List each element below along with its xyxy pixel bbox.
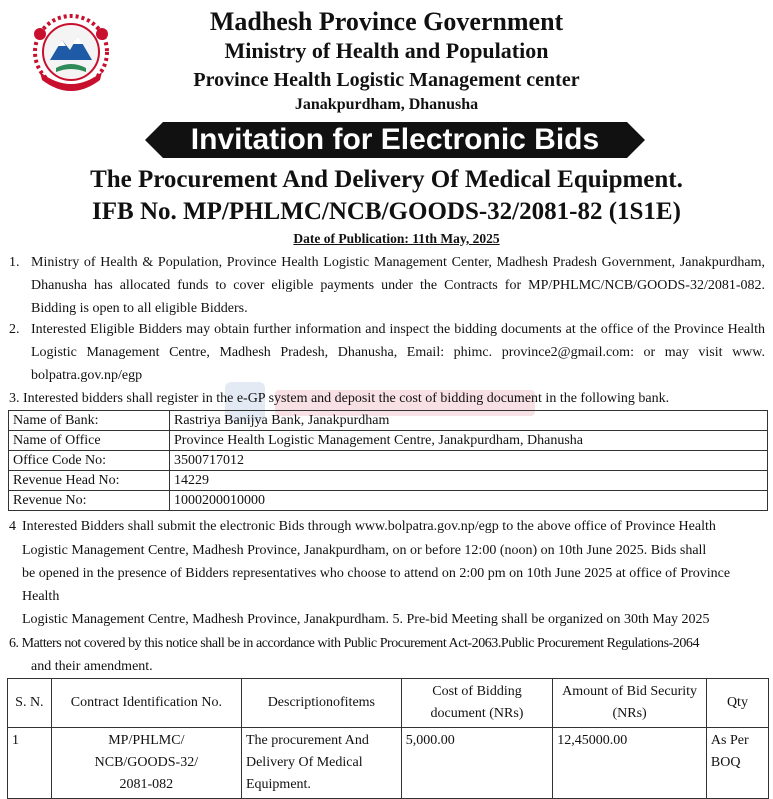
para-4-line-1: Interested Bidders shall submit the electronic Bids through www.bolpatra.gov.np/egp to the above office of Province Health [22,519,716,534]
office-label: Name of Office [9,431,170,451]
header-qty: Qty [706,679,768,728]
header-contract-id: Contract Identification No. [51,679,241,728]
cell-sn: 1 [8,728,52,799]
revenue-head-value: 14229 [170,471,768,491]
para-2: Interested Eligible Bidders may obtain further information and inspect the bidding documents at the office of the Province Health Logistic Management Centre, Madhesh Pradesh, Dhanusha, Email: phimc. province2@gmail.com: or may visit www. bolpatra.gov.np/egp [31,322,765,383]
qty-line-1: As Per [710,733,749,748]
description-line-3: Equipment. [245,777,311,792]
revenue-no-label: Revenue No: [9,491,170,511]
office-code-label: Office Code No: [9,451,170,471]
table-row [9,431,768,451]
table-row [9,451,768,471]
para-1: Ministry of Health & Population, Province Health Logistic Management Center, Madhesh Pradesh Government, Janakpurdham, Dhanusha has allocated funds to cover eligible payments under the Contracts for MP/PHLMC/NCB/GOODS-32/2081-082. Bidding is open to all eligible Bidders. [31,255,765,316]
invitation-banner [145,122,645,158]
para-4-line-5: Logistic Management Centre, Madhesh Province, Janakpurdham. 5. Pre-bid Meeting shall be organized on 30th May 2025 [22,612,710,627]
table-row [8,728,769,799]
bank-label: Name of Bank: [9,411,170,431]
contract-id-line-2: NCB/GOODS-32/ [94,755,199,770]
qty-line-2: BOQ [710,755,741,770]
ifb-number: IFB No. MP/PHLMC/NCB/GOODS-32/2081-82 (1S1E) [92,198,681,225]
cell-description [241,728,401,799]
cell-cost: 5,000.00 [401,728,553,799]
para-4-line-2: Logistic Management Centre, Madhesh Province, Janakpurdham, on or before 12:00 (noon) on 10th June 2025. Bids shall [22,543,707,558]
para-3: 3. Interested bidders shall register in the e-GP system and deposit the cost of bidding document in the following bank. [9,391,670,406]
table-header-row [8,679,769,728]
table-row [9,491,768,511]
cell-security: 12,45000.00 [553,728,707,799]
notice-title: The Procurement And Delivery Of Medical Equipment. [90,166,683,193]
cell-contract-id [51,728,241,799]
contract-id-line-3: 2081-082 [119,777,174,792]
header-security: Amount of Bid Security (NRs) [553,679,707,728]
para-4-line-4: Health [22,589,60,604]
para-6-line-1: 6. Matters not covered by this notice shall be in accordance with Public Procurement Act-2063.Public Procurement Regulations-2064 [9,636,699,651]
government-name: Madhesh Province Government [209,7,564,36]
header-cost: Cost of Bidding document (NRs) [401,679,553,728]
table-row [9,411,768,431]
para-4-line-3: be opened in the presence of Bidders representatives who choose to attend on 2:00 pm on 10th June 2025 at office of Province [22,566,731,581]
header-description: Descriptionofitems [241,679,401,728]
contract-id-line-1: MP/PHLMC/ [108,733,185,748]
office-code-value: 3500717012 [170,451,768,471]
contract-table [7,678,769,799]
para-1-number: 1. [9,255,20,270]
para-2-number: 2. [9,322,20,337]
para-6-line-2: and their amendment. [31,659,153,674]
header-sn: S. N. [8,679,52,728]
bank-value: Rastriya Banijya Bank, Janakpurdham [170,411,768,431]
revenue-head-label: Revenue Head No: [9,471,170,491]
bank-details-table [8,410,768,511]
revenue-no-value: 1000200010000 [170,491,768,511]
description-line-2: Delivery Of Medical [245,755,363,770]
center-name: Province Health Logistic Management center [193,69,580,91]
description-line-1: The procurement And [245,733,369,748]
table-row [9,471,768,491]
office-value: Province Health Logistic Management Centre, Janakpurdham, Dhanusha [170,431,768,451]
cell-qty [706,728,768,799]
para-4-number: 4 [9,519,16,534]
location: Janakpurdham, Dhanusha [294,96,479,113]
publication-date: Date of Publication: 11th May, 2025 [293,231,500,246]
banner-title: Invitation for Electronic Bids [190,123,600,156]
ministry-name: Ministry of Health and Population [224,38,549,63]
